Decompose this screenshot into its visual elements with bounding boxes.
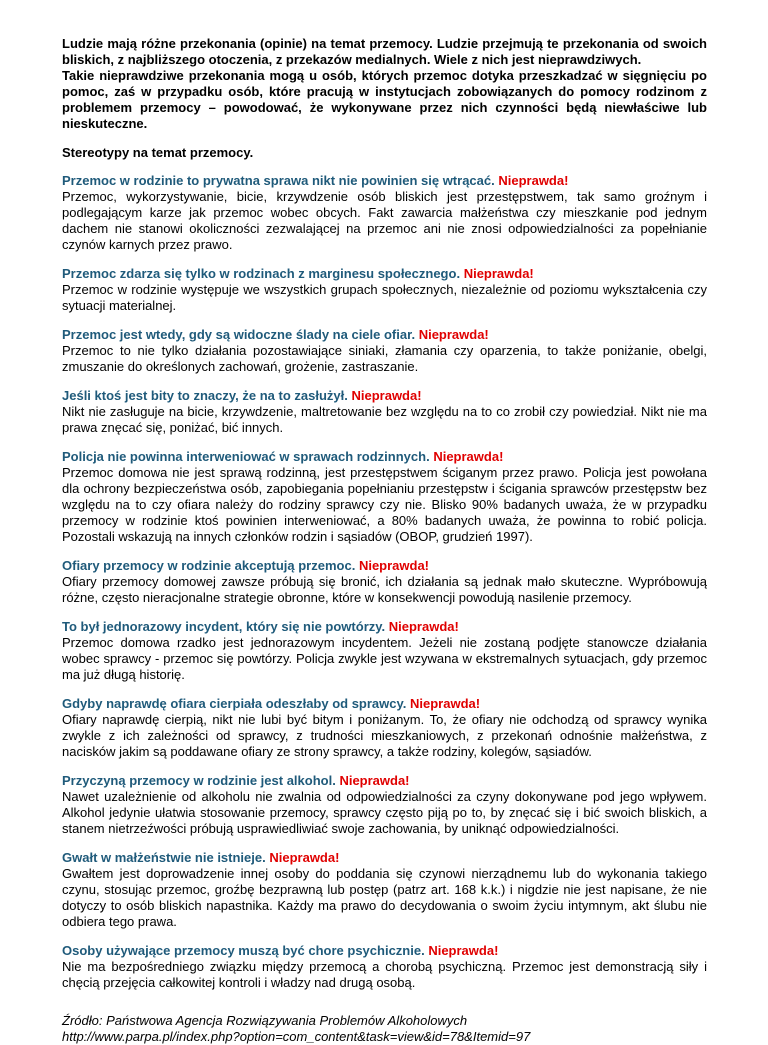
stereotype-heading [62,449,707,465]
stereotype-heading [62,558,707,574]
stereotype-heading [62,619,707,635]
stereotype-heading [62,773,707,789]
stereotype-heading [62,696,707,712]
stereotype-claim: Gdyby naprawdę ofiara cierpiała odeszłaby od sprawcy. [62,696,407,711]
stereotype-claim: Osoby używające przemocy muszą być chore psychicznie. [62,943,425,958]
stereotype-explanation: Nawet uzależnienie od alkoholu nie zwalnia od odpowiedzialności za czyny dokonywane pod jego wpływem. Alkohol jedynie ułatwia stosowanie przemocy, sprawcy często piją po to, by znęcać się i bić swoich bliskich, a stanem nietrzeźwości próbują usprawiedliwiać swoje zachowania, by uniknąć odpowiedzialności. [62,789,707,836]
verdict-label: Nieprawda! [351,388,422,403]
intro-section [62,36,707,132]
stereotype-explanation: Gwałtem jest doprowadzenie innej osoby do poddania się czynowi nierządnemu lub do wykonania takiego czynu, stosując przemoc, groźbę bezprawną lub postęp (patrz art. 168 k.k.) i nigdzie nie jest napisane, że nie dotyczy to osób bliskich napastnika. Każdy ma prawo do decydowania o swoim życiu intymnym, akt ślubu nie odbiera tego prawa. [62,866,707,929]
stereotype-heading [62,388,707,404]
stereotype-heading [62,943,707,959]
intro-paragraph: Ludzie mają różne przekonania (opinie) na temat przemocy. Ludzie przejmują te przekonania od swoich bliskich, z najbliższego otoczenia, z przekazów medialnych. Wiele z nich jest nieprawdziwych. [62,36,707,67]
stereotype-item [62,850,707,930]
stereotype-explanation: Przemoc domowa rzadko jest jednorazowym incydentem. Jeżeli nie zostaną podjęte stanowcze działania wobec sprawcy - przemoc się powtórzy. Policja zwykle jest wzywana w ekstremalnych sytuacjach, gdy przemoc ma już długą historię. [62,635,707,682]
stereotype-claim: Przemoc w rodzinie to prywatna sprawa nikt nie powinien się wtrącać. [62,173,495,188]
stereotype-item [62,773,707,837]
stereotype-explanation: Przemoc w rodzinie występuje we wszystkich grupach społecznych, niezależnie od poziomu wykształcenia czy sytuacji materialnej. [62,282,707,313]
stereotype-list [62,173,707,991]
stereotype-claim: Policja nie powinna interweniować w sprawach rodzinnych. [62,449,430,464]
stereotype-heading [62,266,707,282]
verdict-label: Nieprawda! [269,850,340,865]
stereotype-claim: Ofiary przemocy w rodzinie akceptują przemoc. [62,558,356,573]
source-citation [62,1013,707,1045]
stereotype-claim: Przyczyną przemocy w rodzinie jest alkohol. [62,773,336,788]
stereotype-explanation: Przemoc to nie tylko działania pozostawiające siniaki, złamania czy oparzenia, to także poniżanie, obelgi, zmuszanie do określonych zachowań, grożenie, zastraszanie. [62,343,707,374]
stereotype-item [62,449,707,545]
stereotype-item [62,266,707,314]
verdict-label: Nieprawda! [498,173,569,188]
stereotype-heading [62,327,707,343]
verdict-label: Nieprawda! [433,449,504,464]
stereotype-claim: To był jednorazowy incydent, który się nie powtórzy. [62,619,386,634]
stereotype-item [62,173,707,253]
stereotype-explanation: Ofiary naprawdę cierpią, nikt nie lubi być bitym i poniżanym. To, że ofiary nie odchodzą od sprawcy wynika zwykle z ich zależności od sprawcy, z trudności mieszkaniowych, z przekonań odnośnie małżeństwa, z nacisków jakim są poddawane ofiary ze strony sprawcy, a także rodziny, kolegów, sąsiadów. [62,712,707,759]
stereotype-item [62,558,707,606]
stereotype-item [62,327,707,375]
stereotype-claim: Przemoc zdarza się tylko w rodzinach z marginesu społecznego. [62,266,461,281]
stereotype-item [62,619,707,683]
verdict-label: Nieprawda! [410,696,481,711]
stereotype-heading [62,173,707,189]
verdict-label: Nieprawda! [358,558,430,573]
stereotype-explanation: Przemoc, wykorzystywanie, bicie, krzywdzenie osób bliskich jest przestępstwem, tak samo groźnym i podlegającym karze jak przemoc wobec obcych. Fakt zawarcia małżeństwa czy mieszkanie pod jednym dachem nie stanowi okoliczności zezwalającej na przemoc ani nie znosi odpowiedzialności za popełnianie czynów karnych przez prawo. [62,189,707,252]
verdict-label: Nieprawda! [428,943,499,958]
stereotype-explanation: Nikt nie zasługuje na bicie, krzywdzenie, maltretowanie bez względu na to co zrobił czy powiedział. Nikt nie ma prawa znęcać się, poniżać, bić innych. [62,404,707,435]
stereotype-claim: Przemoc jest wtedy, gdy są widoczne ślady na ciele ofiar. [62,327,416,342]
stereotype-item [62,696,707,760]
stereotype-item [62,943,707,991]
source-url: http://www.parpa.pl/index.php?option=com_content&task=view&id=78&Itemid=97 [62,1029,531,1044]
verdict-label: Nieprawda! [388,619,459,634]
stereotype-claim: Jeśli ktoś jest bity to znaczy, że na to zasłużył. [62,388,348,403]
intro-paragraph: Takie nieprawdziwe przekonania mogą u osób, których przemoc dotyka przeszkadzać w sięgnięciu po pomoc, zaś w przypadku osób, które pracują w instytucjach zobowiązanych do pomocy rodzinom z problemem przemocy – powodować, że wykonywane przez nich czynności będą niewłaściwe lub nieskuteczne. [62,68,707,131]
stereotype-claim: Gwałt w małżeństwie nie istnieje. [62,850,266,865]
section-title: Stereotypy na temat przemocy. [62,145,254,160]
stereotype-explanation: Ofiary przemocy domowej zawsze próbują się bronić, ich działania są jednak mało skuteczne. Wypróbowują różne, często nieracjonalne strategie obronne, które w konsekwencji powodują nasilenie przemocy. [62,574,707,605]
stereotype-explanation: Nie ma bezpośredniego związku między przemocą a chorobą psychiczną. Przemoc jest demonstracją siły i chęcią przejęcia całkowitej kontroli i władzy nad drugą osobą. [62,959,707,990]
verdict-label: Nieprawda! [339,773,410,788]
stereotype-item [62,388,707,436]
verdict-label: Nieprawda! [463,266,534,281]
stereotype-heading [62,850,707,866]
source-label: Źródło: Państwowa Agencja Rozwiązywania Problemów Alkoholowych [62,1013,468,1028]
verdict-label: Nieprawda! [418,327,489,342]
stereotype-explanation: Przemoc domowa nie jest sprawą rodzinną, jest przestępstwem ściganym przez prawo. Policja jest powołana dla ochrony bezpieczeństwa osób, zapobiegania popełnianiu przestępstw i ścigania sprawców przestępstw bez względu na to czy ofiara należy do rodziny sprawcy czy nie. Blisko 90% badanych uważa, że w przypadku przemocy w rodzinie ktoś powinien interweniować, a 80% badanych uważa, że powinna to robić policja. Pozostali wskazują na innych członków rodzin i sąsiadów (OBOP, grudzień 1997). [62,465,707,544]
